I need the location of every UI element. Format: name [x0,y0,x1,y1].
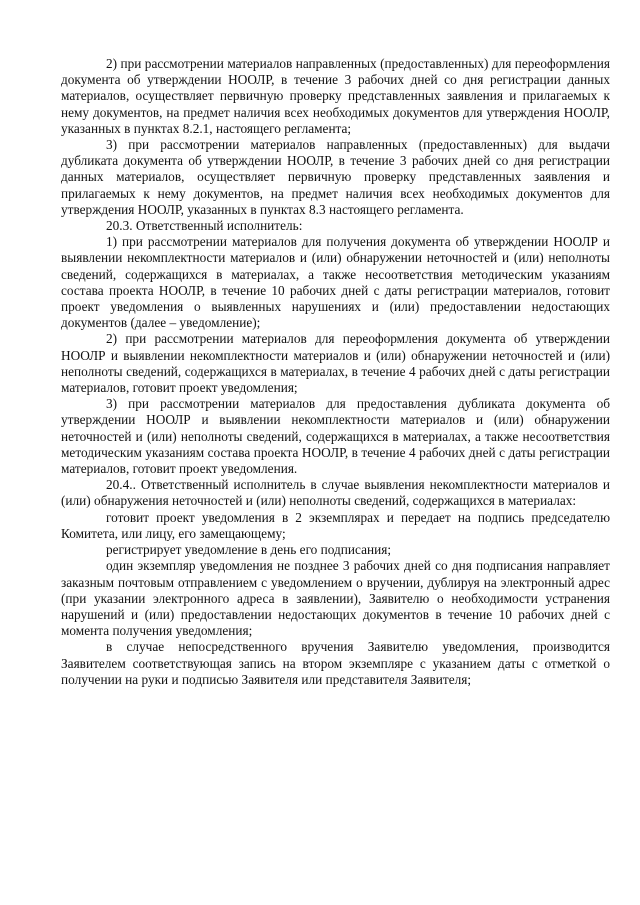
paragraph-20-3-item-2: 2) при рассмотрении материалов для переоформления документа об утверждении НООЛР и выявлении некомплектности материалов и (или) обнаружении неточностей и (или) неполноты сведений, содержащихся в материалах, в течение 4 рабочих дней с даты регистрации материалов, готовит проект уведомления; [61,331,610,396]
document-page [61,56,610,688]
list-item-send-notice: один экземпляр уведомления не позднее 3 рабочих дней со дня подписания направляет заказным почтовым отправлением с уведомлением о вручении, дублируя на электронный адрес (при указании электронного адреса в заявлении), Заявителю о необходимости устранения нарушений и (или) предоставлении недостающих документов в течение 10 рабочих дней с момента получения уведомления; [61,558,610,639]
paragraph-item-3: 3) при рассмотрении материалов направленных (предоставленных) для выдачи дубликата документа об утверждении НООЛР, в течение 3 рабочих дней со дня регистрации данных материалов, осуществляет первичную проверку представленных заявления и прилагаемых к нему документов, на предмет наличия всех необходимых документов для утверждения НООЛР, указанных в пунктах 8.3 настоящего регламента. [61,137,610,217]
paragraph-20-3-item-3: 3) при рассмотрении материалов для предоставления дубликата документа об утверждении НООЛР и выявлении некомплектности материалов и (или) обнаружении неточностей и (или) неполноты сведений, содержащихся в материалах, а также несоответствия методическим указаниям состава проекта НООЛР, в течение 4 рабочих дней с даты регистрации материалов, готовит проект уведомления. [61,396,610,477]
paragraph-20-3-item-1: 1) при рассмотрении материалов для получения документа об утверждении НООЛР и выявлении некомплектности материалов и (или) обнаружении неточностей и (или) неполноты сведений, содержащихся в материалах, а также несоответствия методическим указаниям состава проекта НООЛР, в течение 10 рабочих дней с даты регистрации материалов, готовит проект уведомления о выявленных нарушениях и (или) предоставлении недостающих документов (далее – уведомление); [61,234,610,331]
list-item-prepare-notice: готовит проект уведомления в 2 экземплярах и передает на подпись председателю Комитета, или лицу, его замещающему; [61,509,610,541]
list-item-direct-delivery: в случае непосредственного вручения Заявителю уведомления, производится Заявителем соответствующая запись на втором экземпляре с указанием даты с отметкой о получении на руки и подписью Заявителя или представителя Заявителя; [61,639,610,687]
section-heading-20-3: 20.3. Ответственный исполнитель: [106,218,303,234]
list-item-register-notice: регистрирует уведомление в день его подписания; [106,542,392,558]
paragraph-item-2: 2) при рассмотрении материалов направленных (предоставленных) для переоформления документа об утверждении НООЛР, в течение 3 рабочих дней со дня регистрации данных материалов, осуществляет первичную проверку представленных заявления и прилагаемых к нему документов, на предмет наличия всех необходимых документов для утверждения НООЛР, указанных в пунктах 8.2.1, настоящего регламента; [61,56,610,136]
section-paragraph-20-4: 20.4.. Ответственный исполнитель в случае выявления некомплектности материалов и (или) обнаружения неточностей и (или) неполноты сведений, содержащихся в материалах: [61,477,610,509]
